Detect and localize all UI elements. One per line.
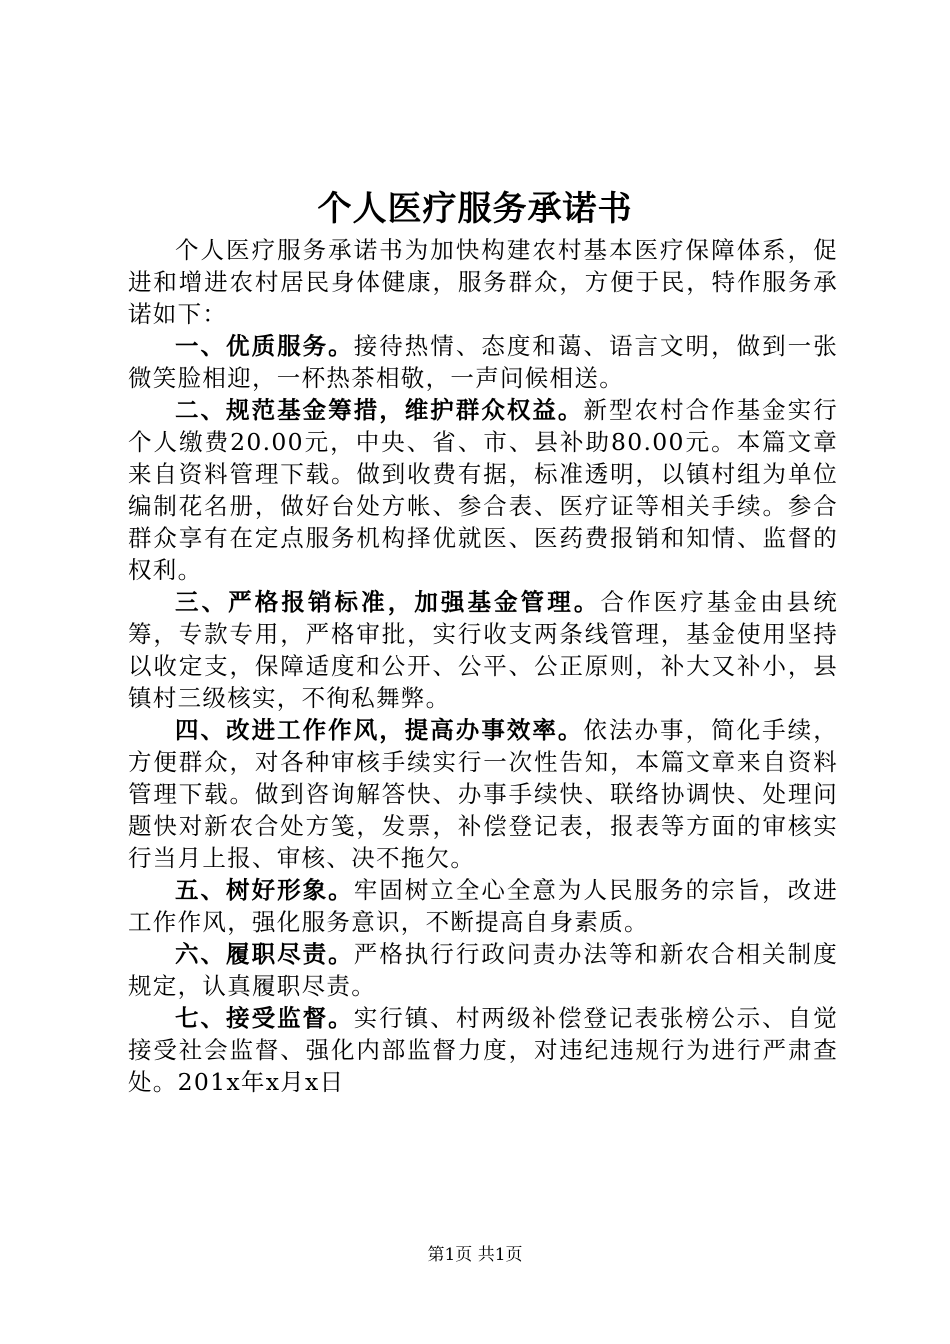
item-heading: 四、改进工作作风，提高办事效率。 [175, 716, 584, 744]
item-paragraph-2 [128, 394, 838, 586]
page-footer: 第1页 共1页 [427, 1245, 523, 1265]
item-text: 实行镇、村两级补偿登记表张榜公示、自觉接受社会监督、强化内部监督力度，对违纪违规行为进行严肃查处。201x年x月x日 [128, 1004, 838, 1096]
item-heading: 一、优质服务。 [175, 332, 354, 360]
document-title: 个人医疗服务承诺书 [317, 189, 633, 229]
item-paragraph-1 [128, 330, 838, 394]
item-text: 新型农村合作基金实行个人缴费20.00元，中央、省、市、县补助80.00元。本篇文章来自资料管理下载。做到收费有据，标准透明，以镇村组为单位编制花名册，做好台处方帐、参合表、医疗证等相关手续。参合群众享有在定点服务机构择优就医、医药费报销和知情、监督的权利。 [128, 396, 839, 584]
intro-paragraph: 个人医疗服务承诺书为加快构建农村基本医疗保障体系，促进和增进农村居民身体健康，服务群众，方便于民，特作服务承诺如下： [128, 236, 838, 328]
document-body [128, 234, 838, 1098]
item-text: 依法办事，简化手续，方便群众，对各种审核手续实行一次性告知，本篇文章来自资料管理下载。做到咨询解答快、办事手续快、联络协调快、处理问题快对新农合处方笺，发票，补偿登记表，报表等方面的审核实行当月上报、审核、决不拖欠。 [128, 716, 839, 872]
item-paragraph-4 [128, 714, 838, 874]
item-heading: 二、规范基金筹措，维护群众权益。 [175, 396, 584, 424]
item-heading: 三、严格报销标准，加强基金管理。 [175, 588, 601, 616]
item-text: 合作医疗基金由县统筹，专款专用，严格审批，实行收支两条线管理，基金使用坚持以收定支，保障适度和公开、公平、公正原则，补大又补小，县镇村三级核实，不徇私舞弊。 [128, 588, 838, 712]
item-text: 严格执行行政问责办法等和新农合相关制度规定，认真履职尽责。 [128, 940, 838, 1000]
item-paragraph-5 [128, 874, 838, 938]
item-text: 接待热情、态度和蔼、语言文明，做到一张微笑脸相迎，一杯热茶相敬，一声问候相送。 [128, 332, 838, 392]
item-paragraph-6 [128, 938, 838, 1002]
item-heading: 五、树好形象。 [175, 876, 354, 904]
item-heading: 六、履职尽责。 [175, 940, 354, 968]
item-heading: 七、接受监督。 [175, 1004, 354, 1032]
item-text: 牢固树立全心全意为人民服务的宗旨，改进工作作风，强化服务意识，不断提高自身素质。 [128, 876, 838, 936]
item-paragraph-3 [128, 586, 838, 714]
item-paragraph-7 [128, 1002, 838, 1098]
